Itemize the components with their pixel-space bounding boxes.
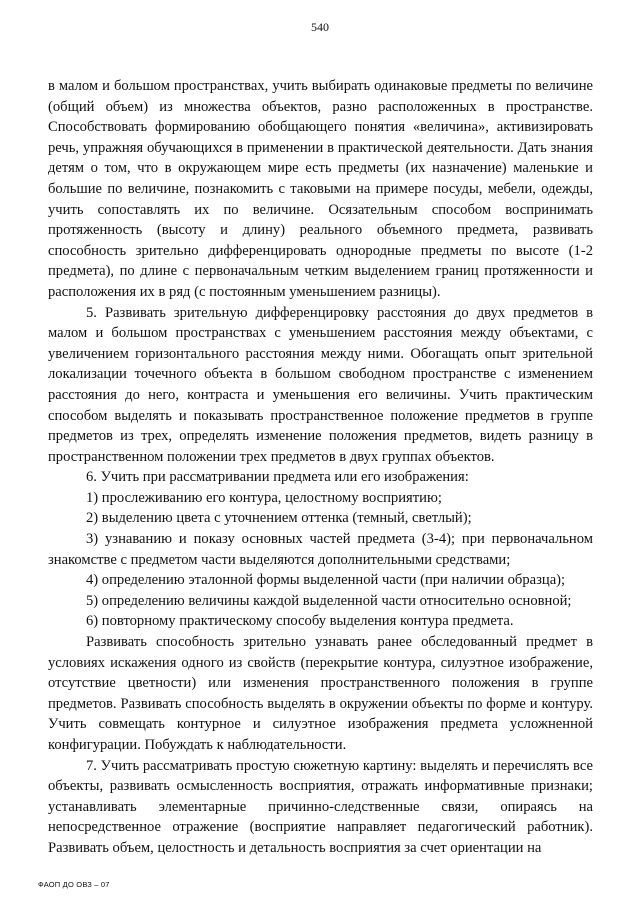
page-number: 540 [311, 20, 329, 34]
list-item: 2) выделению цвета с уточнением оттенка (темный, светлый); [86, 510, 472, 527]
paragraph: Развивать способность зрительно узнавать ранее обследованный предмет в условиях искажения одного из свойств (перекрытие контура, силуэтное изображение, отсутствие цветности) или изменения пространственного положения в группе предметов. Развивать способность выделять в окружении объекты по форме и контуру. Учить совмещать контурное и силуэтное изображения предмета усложненной конфигурации. Побуждать к наблюдательности. [48, 634, 593, 753]
paragraph: 5. Развивать зрительную дифференцировку расстояния до двух предметов в малом и большом пространствах с уменьшением расстояния между объектами, с увеличением горизонтального расстояния между ними. Обогащать опыт зрительной локализации точечного объекта в большом свободном пространстве с изменением расстояния до него, контраста и уменьшения его величины. Учить практическим способом выделять и показывать пространственное положение предметов в группе предметов из трех, определять изменение положения предметов, видеть разницу в пространственном положении трех предметов в двух группах объектов. [48, 304, 593, 465]
list-item: 5) определению величины каждой выделенной части относительно основной; [86, 592, 572, 609]
paragraph: 7. Учить рассматривать простую сюжетную картину: выделять и перечислять все объекты, развивать осмысленность восприятия, отражать информативные признаки; устанавливать элементарные причинно-следственные связи, опираясь на непосредственное отражение (восприятие направляет педагогический работник). Развивать объем, целостность и детальность восприятия за счет ориентации на [48, 757, 593, 856]
list-item: 1) прослеживанию его контура, целостному восприятию; [86, 489, 442, 506]
list-item: 6) повторному практическому способу выделения контура предмета. [86, 613, 514, 630]
page-footer: ФАОП ДО ОВЗ – 07 [38, 880, 110, 889]
list-item: 4) определению эталонной формы выделенной части (при наличии образца); [86, 572, 566, 589]
list-item: 3) узнаванию и показу основных частей предмета (3-4); при первоначальном знакомстве с предметом части выделяются дополнительными средствами; [48, 531, 593, 568]
paragraph: 6. Учить при рассматривании предмета или его изображения: [86, 469, 469, 486]
document-body [48, 76, 593, 859]
paragraph: в малом и большом пространствах, учить выбирать одинаковые предметы по величине (общий объем) из множества объектов, разно расположенных в пространстве. Способствовать формированию обобщающего понятия «величина», активизировать речь, упражняя обучающихся в применении в практической деятельности. Дать знания детям о том, что в окружающем мире есть предметы (их назначение) маленькие и большие по величине, познакомить с таковыми на примере посуды, мебели, одежды, учить сопоставлять их по величине. Осязательным способом воспринимать протяженность (высоту и длину) реального объемного предмета, развивать способность зрительно дифференцировать однородные предметы по высоте (1-2 предмета), по длине с первоначальным четким выделением границ протяженности и расположения их в ряд (с постоянным уменьшением разницы). [48, 78, 593, 300]
